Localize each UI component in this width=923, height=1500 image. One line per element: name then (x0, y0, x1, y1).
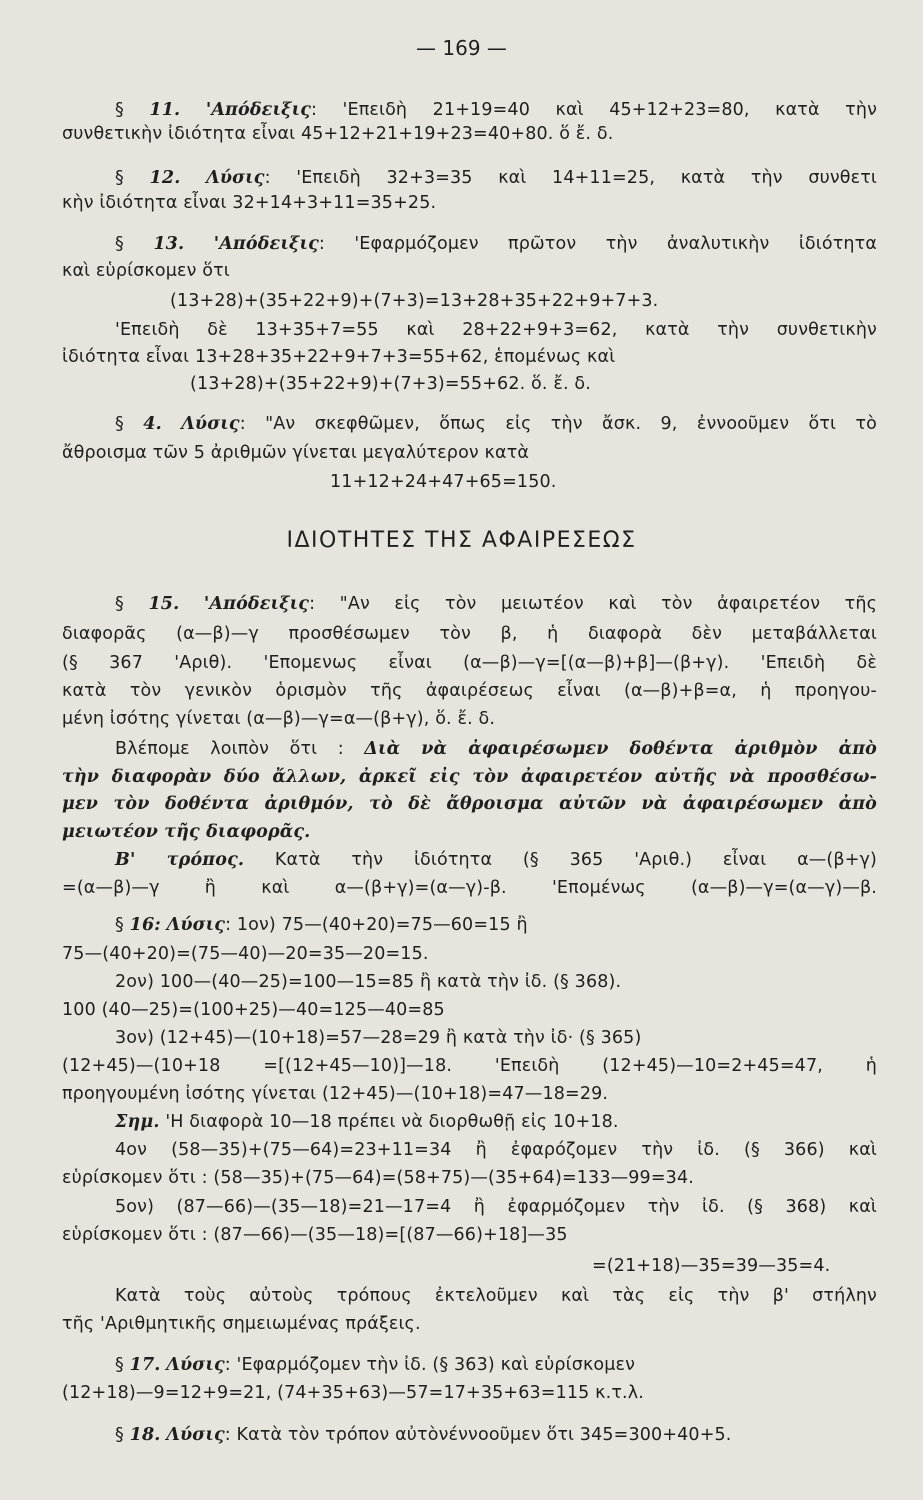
sec15-line2: διαφορᾶς (α—β)—γ προσθέσωμεν τὸν β, ἡ διαφορὰ δὲν μεταβάλλεται (62, 624, 877, 644)
sec16-line9: 4ον (58—35)+(75—64)=23+11=34 ἢ ἐφαρόζομεν τὴν ἰδ. (§ 366) καὶ (115, 1140, 877, 1160)
sec16-line2: 75—(40+20)=(75—40)—20=35—20=15. (62, 944, 429, 964)
sec11-line1: § 11. 'Απόδειξις: 'Επειδὴ 21+19=40 καὶ 45+12+23=80, κατὰ τὴν (115, 100, 877, 120)
sec16-line8: Σημ. 'Η διαφορὰ 10—18 πρέπει νὰ διορθωθῇ εἰς 10+18. (115, 1112, 619, 1132)
sec16-line6: (12+45)—(10+18 =[(12+45—10)]—18. 'Επειδὴ (12+45)—10=2+45=47, ἡ (62, 1056, 877, 1076)
sec12-number: 12. (149, 168, 181, 188)
sec13-line1: § 13. 'Απόδειξις: 'Εφαρμόζομεν πρῶτον τὴν ἀναλυτικὴν ἰδιότητα (115, 234, 878, 254)
sec16-line3: 2ον) 100—(40—25)=100—15=85 ἢ κατὰ τὴν ἰδ. (§ 368). (115, 972, 622, 992)
sec16-line10: εὑρίσκομεν ὅτι : (58—35)+(75—64)=(58+75)—(35+64)=133—99=34. (62, 1168, 694, 1188)
sec4-line2: ἄθροισμα τῶν 5 ἀριθμῶν γίνεται μεγαλύτερον κατὰ (62, 443, 530, 463)
sec15-line10: Β' τρόπος. Κατὰ τὴν ἰδιότητα (§ 365 'Αριθ.) εἶναι α—(β+γ) (115, 850, 877, 870)
sec4-line1: § 4. Λύσις: "Αν σκεφθῶμεν, ὅπως εἰς τὴν ἄσκ. 9, ἐννοοῦμεν ὅτι τὸ (115, 414, 877, 434)
sec16-line13: =(21+18)—35=39—35=4. (592, 1256, 831, 1276)
sec13-line4: 'Επειδὴ δὲ 13+35+7=55 καὶ 28+22+9+3=62, κατὰ τὴν συνθετικὴν (115, 320, 877, 340)
sec15-line8: μεν τὸν δοθέντα ἀριθμόν, τὸ δὲ ἄθροισμα αὐτῶν νὰ ἀφαιρέσωμεν ἀπὸ (62, 794, 877, 814)
sec13-line3: (13+28)+(35+22+9)+(7+3)=13+28+35+22+9+7+3. (170, 291, 659, 311)
sec15-label: 'Απόδειξις (203, 594, 310, 614)
page-number: — 169 — (416, 36, 507, 60)
sec16-line4: 100 (40—25)=(100+25)—40=125—40=85 (62, 1000, 445, 1020)
sec16-line11: 5ον) (87—66)—(35—18)=21—17=4 ἢ ἐφαρμόζομεν τὴν ἰδ. (§ 368) καὶ (115, 1197, 877, 1217)
sec15-line6: Βλέπομε λοιπὸν ὅτι : Διὰ νὰ ἀφαιρέσωμεν δοθέντα ἀριθμὸν ἀπὸ (115, 739, 877, 759)
sec17-number: 17. (129, 1355, 161, 1375)
sec15-method-label: Β' τρόπος. (115, 850, 245, 870)
sec4-line3: 11+12+24+47+65=150. (330, 472, 557, 492)
sec17-label: Λύσις (166, 1355, 225, 1375)
sec18-number: 18. (129, 1425, 161, 1445)
sec12-label: Λύσις (206, 168, 265, 188)
sec16-line1: § 16: Λύσις: 1ον) 75—(40+20)=75—60=15 ἢ (115, 915, 528, 935)
sec15-line4: κατὰ τὸν γενικὸν ὁρισμὸν τῆς ἀφαιρέσεως εἶναι (α—β)+β=α, ἡ προηγου- (62, 681, 877, 701)
sec13-label: 'Απόδειξις (213, 234, 319, 254)
sec15-line7: τὴν διαφορὰν δύο ἄλλων, ἀρκεῖ εἰς τὸν ἀφαιρετέον αὐτῆς νὰ προσθέσω- (62, 767, 877, 787)
sec18-label: Λύσις (166, 1425, 225, 1445)
sec15-number: 15. (148, 594, 180, 614)
sec13-number: 13. (153, 234, 185, 254)
sec11-number: 11. (149, 100, 181, 120)
sec4-number: 4. (143, 414, 162, 434)
sec15-line9: μειωτέον τῆς διαφορᾶς. (62, 822, 311, 842)
sec16-line7: προηγουμένη ἰσότης γίνεται (12+45)—(10+18)=47—18=29. (62, 1084, 609, 1104)
sec15-rule-start: Διὰ νὰ ἀφαιρέσωμεν δοθέντα ἀριθμὸν ἀπὸ (364, 739, 877, 759)
sec16-line12: εὑρίσκομεν ὅτι : (87—66)—(35—18)=[(87—66)+18]—35 (62, 1225, 568, 1245)
sec15-line11: =(α—β)—γ ἢ καὶ α—(β+γ)=(α—γ)-β. 'Επομένως (α—β)—γ=(α—γ)—β. (62, 878, 877, 898)
sec16-line5: 3ον) (12+45)—(10+18)=57—28=29 ἢ κατὰ τὴν ἰδ· (§ 365) (115, 1028, 642, 1048)
sec17-line2: (12+18)—9=12+9=21, (74+35+63)—57=17+35+63=115 κ.τ.λ. (62, 1383, 644, 1403)
sec16-number: 16: (129, 915, 161, 935)
sec15-line1: § 15. 'Απόδειξις: "Αν εἰς τὸν μειωτέον καὶ τὸν ἀφαιρετέον τῆς (115, 594, 878, 614)
sec12-line2: κὴν ἰδιότητα εἶναι 32+14+3+11=35+25. (62, 193, 437, 213)
sec16-label: Λύσις (166, 915, 226, 935)
section-heading: ΙΔΙΟΤΗΤΕΣ ΤΗΣ ΑΦΑΙΡΕΣΕΩΣ (286, 528, 637, 553)
sec13-line5: ἰδιότητα εἶναι 13+28+35+22+9+7+3=55+62, ἑπομένως καὶ (62, 347, 616, 367)
sec17-line1: § 17. Λύσις: 'Εφαρμόζομεν τὴν ἰδ. (§ 363) καὶ εὑρίσκομεν (115, 1355, 636, 1375)
sec16-line14: Κατὰ τοὺς αὐτοὺς τρόπους ἐκτελοῦμεν καὶ τὰς εἰς τὴν β' στήλην (115, 1286, 877, 1306)
sec11-line2: συνθετικὴν ἰδιότητα εἶναι 45+12+21+19+23=40+80. ὅ ἔ. δ. (62, 124, 614, 144)
sec13-line2: καὶ εὑρίσκομεν ὅτι (62, 261, 230, 281)
sec15-line5: μένη ἰσότης γίνεται (α—β)—γ=α—(β+γ), ὅ. ἔ. δ. (62, 709, 496, 729)
sec4-label: Λύσις (181, 414, 240, 434)
sec16-line15: τῆς 'Αριθμητικῆς σημειωμένας πράξεις. (62, 1314, 421, 1334)
sec18-line1: § 18. Λύσις: Κατὰ τὸν τρόπον αὐτὸνέννοοῦμεν ὅτι 345=300+40+5. (115, 1425, 732, 1445)
sec15-line3: (§ 367 'Αριθ). 'Επομενως εἶναι (α—β)—γ=[(α—β)+β]—(β+γ). 'Επειδὴ δὲ (62, 653, 877, 673)
sec12-line1: § 12. Λύσις: 'Επειδὴ 32+3=35 καὶ 14+11=25, κατὰ τὴν συνθετι (115, 168, 878, 188)
sec13-line6: (13+28)+(35+22+9)+(7+3)=55+62. ὅ. ἔ. δ. (190, 374, 591, 394)
sec16-note-label: Σημ. (115, 1112, 160, 1132)
sec11-label: 'Απόδειξις (205, 100, 311, 120)
